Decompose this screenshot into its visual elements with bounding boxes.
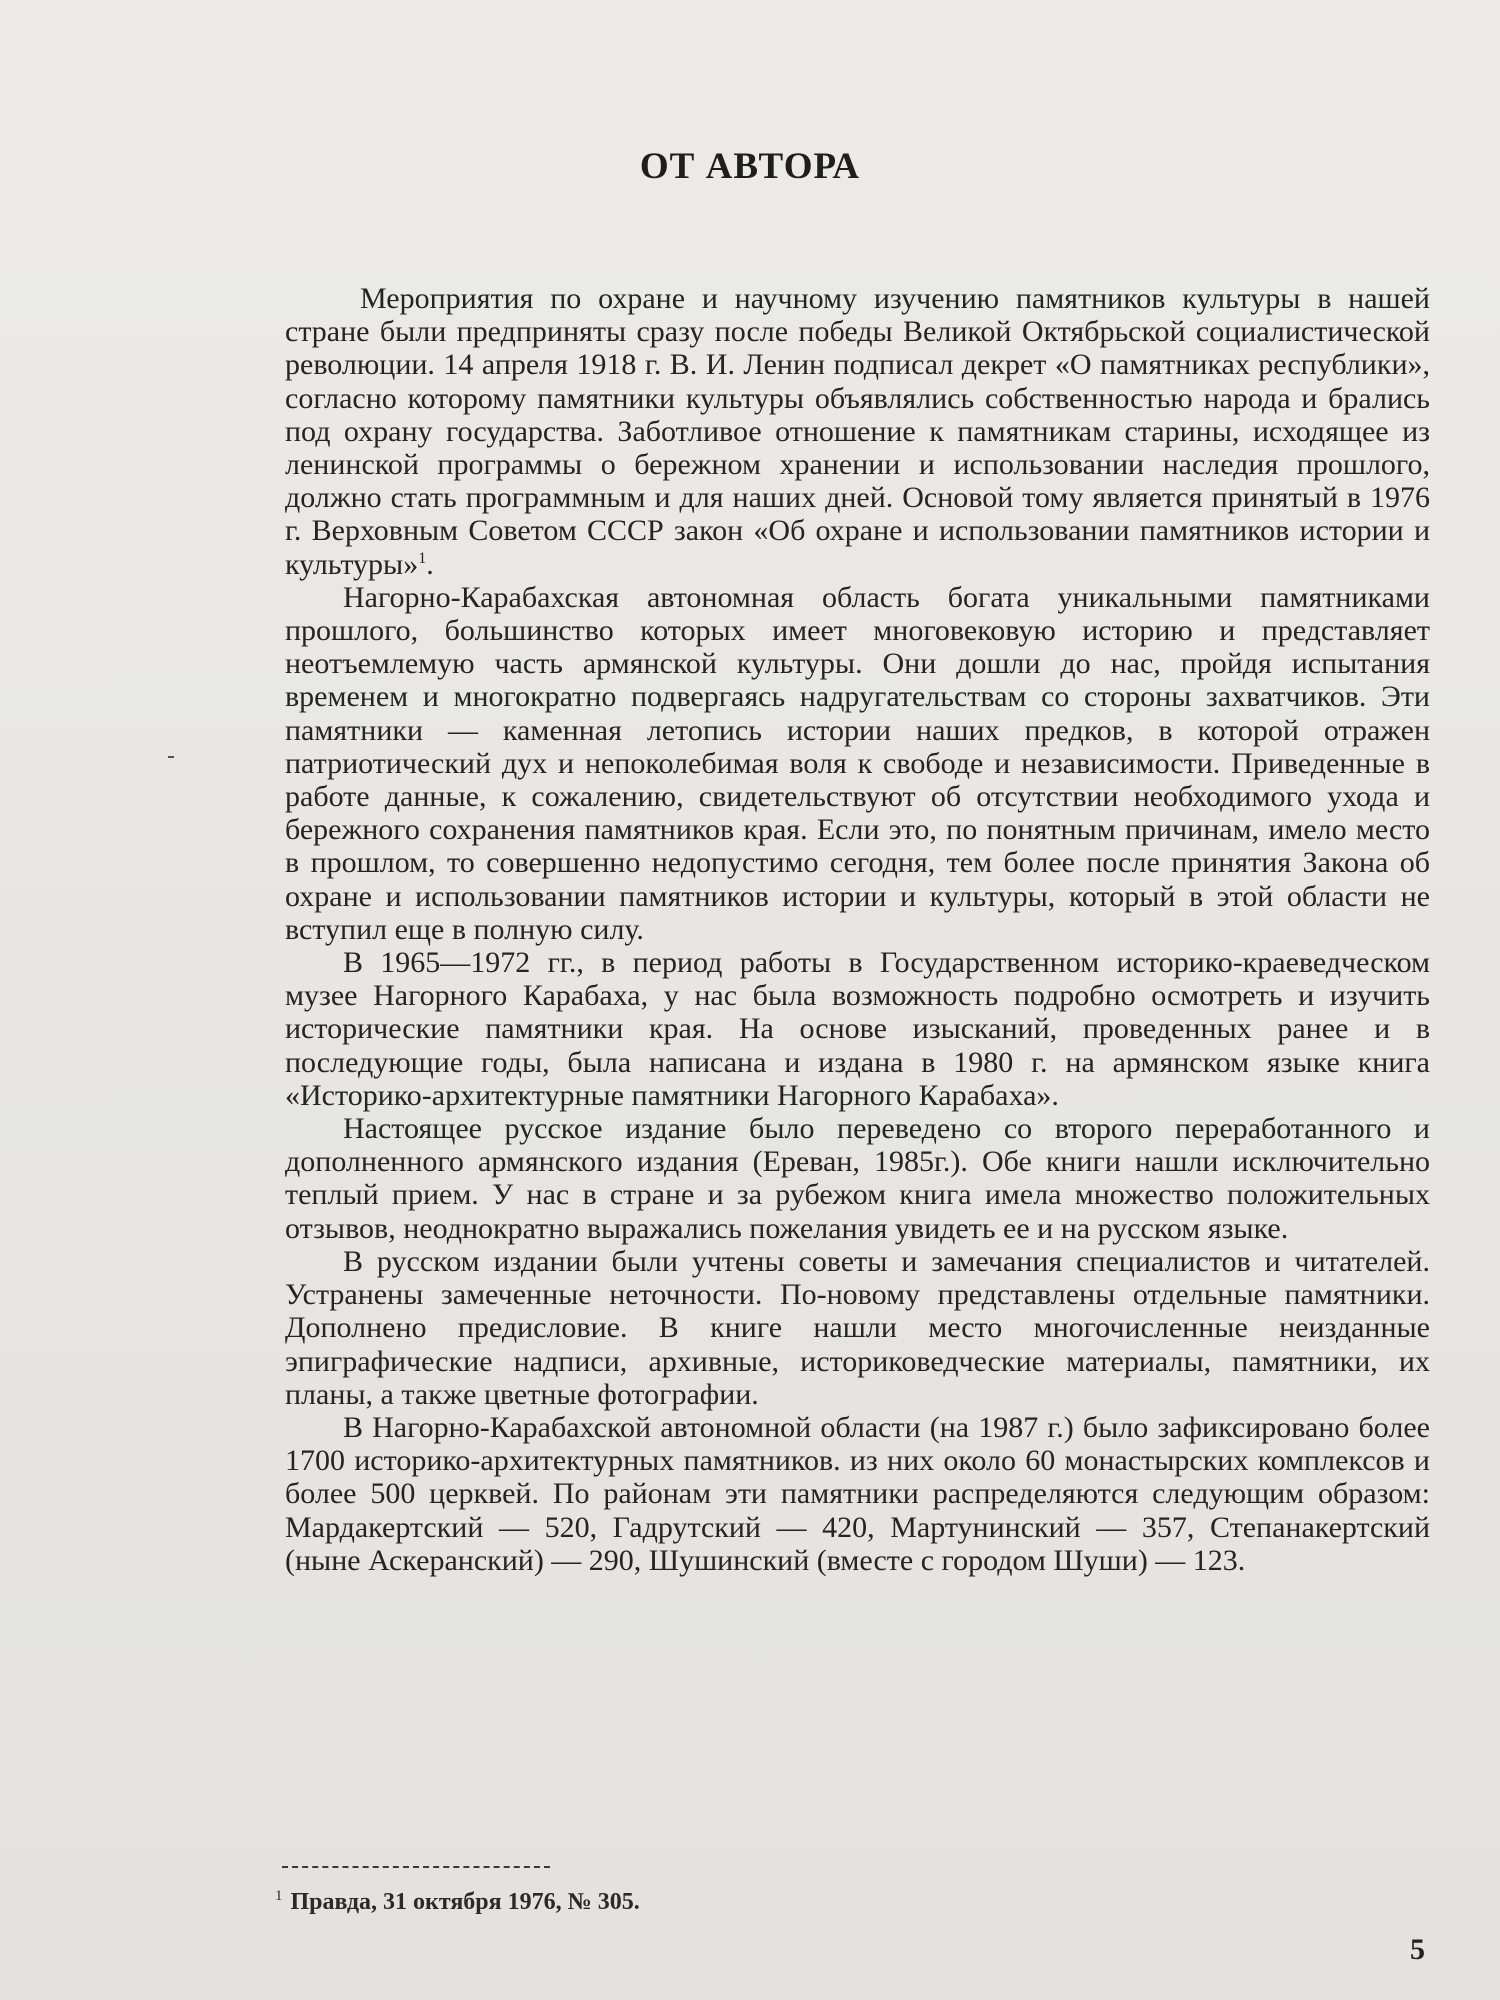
paragraph-1-text: Мероприятия по охране и научному изучению памятников культуры в нашей стране были предприняты сразу после победы Великой Октябрьской социалистической революции. 14 апреля 1918 г. В. И. Ленин подписал декрет «О памятниках республики», согласно которому памятники культуры объявлялись собственностью народа и брались под охрану государства. Заботливое отношение к памятникам старины, исходящее из ленинской программы о бережном хранении и использовании наследия прошлого, должно стать программным и для наших дней. Основой тому является принятый в 1976 г. Верховным Советом СССР закон «Об охране и использовании памятников истории и культуры» <box>285 282 1430 581</box>
paragraph-3: В 1965—1972 гг., в период работы в Государственном историко-краеведческом музее Нагорного Карабаха, у нас была возможность подробно осмотреть и изучить исторические памятники края. На основе изысканий, проведенных ранее и в последующие годы, была написана и издана в 1980 г. на армянском языке книга «Историко-архитектурные памятники Нагорного Карабаха». <box>285 946 1430 1112</box>
body-text <box>285 282 1430 1577</box>
page-title: ОТ АВТОРА <box>639 146 861 187</box>
paper-speck <box>168 756 174 758</box>
footnote-reference: 1 <box>418 549 427 567</box>
footnote-mark: 1 <box>275 1888 283 1904</box>
footnote <box>275 1888 640 1916</box>
paragraph-5: В русском издании были учтены советы и замечания специалистов и читателей. Устранены замеченные неточности. По-новому представлены отдельные памятники. Дополнено предисловие. В книге нашли место многочисленные неизданные эпиграфические надписи, архивные, историковедческие материалы, памятники, их планы, а также цветные фотографии. <box>285 1244 1430 1411</box>
paragraph-4: Настоящее русское издание было переведено со второго переработанного и дополненного армянского издания (Ереван, 1985г.). Обе книги нашли исключительно теплый прием. У нас в стране и за рубежом книга имела множество положительных отзывов, неоднократно выражались пожелания увидеть ее и на русском языке. <box>285 1112 1430 1245</box>
paragraph-1-end: . <box>426 547 434 581</box>
page-number: 5 <box>1410 1933 1425 1966</box>
paragraph-6: В Нагорно-Карабахской автономной области (на 1987 г.) было зафиксировано более 1700 историко-архитектурных памятников. из них около 60 монастырских комплексов и более 500 церквей. По районам эти памятники распределяются следующим образом: Мардакертский — 520, Гадрутский — 420, Мартунинский — 357, Степанакертский (ныне Аскеранский) — 290, Шушинский (вместе с городом Шуши) — 123. <box>285 1410 1430 1577</box>
paragraph-2: Нагорно-Карабахская автономная область богата уникальными памятниками прошлого, большинство которых имеет многовековую историю и представляет неотъемлемую часть армянской культуры. Они дошли до нас, пройдя испытания временем и многократно подвергаясь надругательствам со стороны захватчиков. Эти памятники — каменная летопись истории наших предков, в которой отражен патриотический дух и непоколебимая воля к свободе и независимости. Приведенные в работе данные, к сожалению, свидетельствуют об отсутствии необходимого ухода и бережного сохранения памятников края. Если это, по понятным причинам, имело место в прошлом, то совершенно недопустимо сегодня, тем более после принятия Закона об охране и использовании памятников истории и культуры, который в этой области не вступил еще в полную силу. <box>285 580 1430 946</box>
footnote-text: Правда, 31 октября 1976, № 305. <box>290 1889 640 1915</box>
paragraph-1 <box>285 282 1430 581</box>
footnote-divider <box>282 1866 550 1868</box>
